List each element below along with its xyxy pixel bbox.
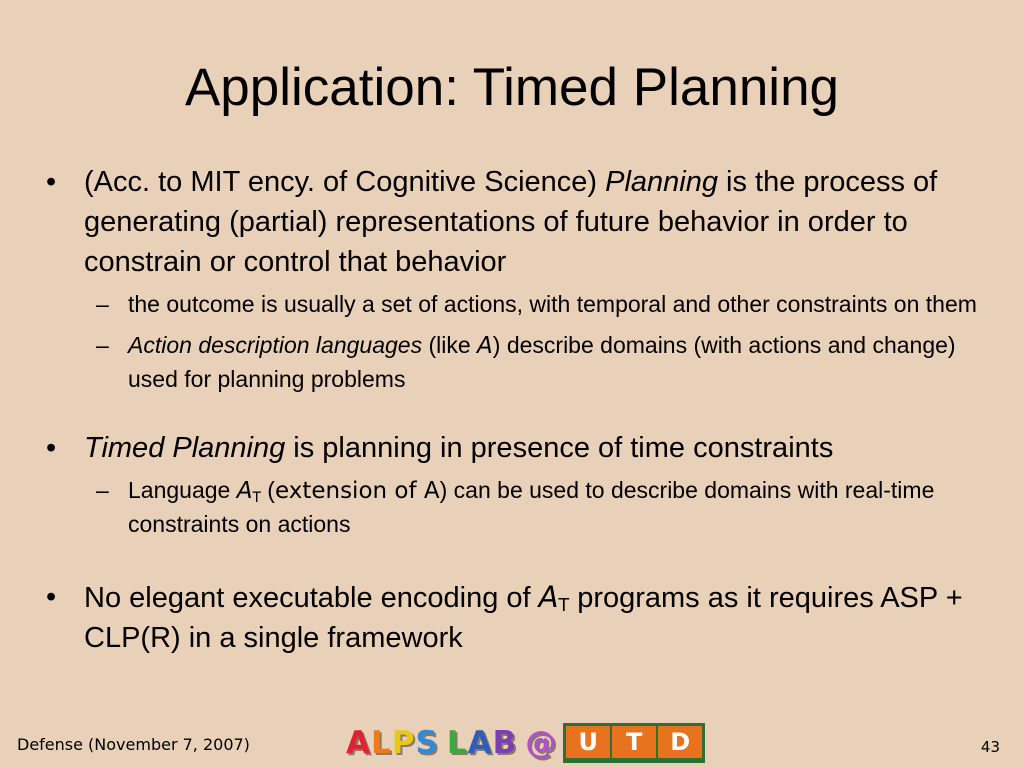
b3-post: programs as it requires ASP + CLP(R) in a single framework: [84, 582, 963, 654]
b1-em: Planning: [605, 166, 718, 198]
b2-s1-open: (: [260, 477, 275, 503]
utd-letter: T: [612, 726, 656, 758]
b2-em: Timed Planning: [84, 432, 286, 464]
b2-s1-sub: T: [252, 490, 261, 506]
b2-s1-post: ) can be used to describe domains with real-time constraints on actions: [128, 477, 935, 537]
bullet-1-sub-2: [46, 329, 996, 396]
b2-s1-pre: Language: [128, 477, 237, 503]
logo-letter: L: [371, 725, 392, 761]
b3-sub: T: [558, 596, 570, 616]
footer-date: Defense (November 7, 2007): [17, 735, 250, 754]
slide-title: Application: Timed Planning: [184, 58, 840, 117]
b1-post: is the process of generating (partial) representations of future behavior in order to constrain or control that behavior: [84, 166, 938, 278]
bullet-3: [46, 577, 996, 658]
alps-lab-utd-logo: [346, 722, 705, 764]
logo-wordmark: [346, 725, 557, 761]
logo-letter: P: [391, 725, 416, 761]
logo-letter: S: [415, 725, 439, 761]
utd-letter: U: [566, 726, 610, 758]
bullet-marker: •: [46, 432, 57, 464]
dash-marker: –: [96, 291, 109, 317]
b3-a: A: [538, 580, 559, 614]
b2-s1-a: A: [236, 478, 253, 504]
b2-s1-ext: extension of A: [274, 478, 440, 504]
utd-letter: D: [658, 726, 702, 758]
b3-pre: No elegant executable encoding of: [84, 582, 539, 614]
logo-letter: A: [346, 725, 371, 761]
b1-s1: the outcome is usually a set of actions, with temporal and other constraints on them: [128, 291, 977, 317]
logo-letter: L: [446, 725, 468, 761]
logo-letter: @: [525, 725, 558, 761]
b2-post: is planning in presence of time constraints: [285, 432, 834, 464]
bullet-1: [46, 162, 996, 282]
logo-letter: A: [467, 725, 493, 761]
logo-letter: B: [492, 725, 518, 761]
bullet-2: [46, 428, 996, 468]
b1-pre: (Acc. to MIT ency. of Cognitive Science): [84, 166, 606, 198]
bullet-1-sub-1: [46, 288, 996, 321]
dash-marker: –: [96, 332, 109, 358]
bullet-marker: •: [46, 166, 57, 198]
utd-logo: [563, 723, 705, 763]
slide-body: [46, 162, 996, 658]
b1-s2-post: ) describe domains (with actions and change) used for planning problems: [128, 332, 956, 392]
b1-s2-a: A: [477, 333, 493, 359]
page-number: 43: [980, 738, 1000, 756]
bullet-2-sub-1: [46, 474, 996, 541]
dash-marker: –: [96, 477, 109, 503]
bullet-marker: •: [46, 581, 57, 613]
b1-s2-em: Action description languages: [128, 332, 423, 358]
b1-s2-pre: (like: [422, 332, 478, 358]
